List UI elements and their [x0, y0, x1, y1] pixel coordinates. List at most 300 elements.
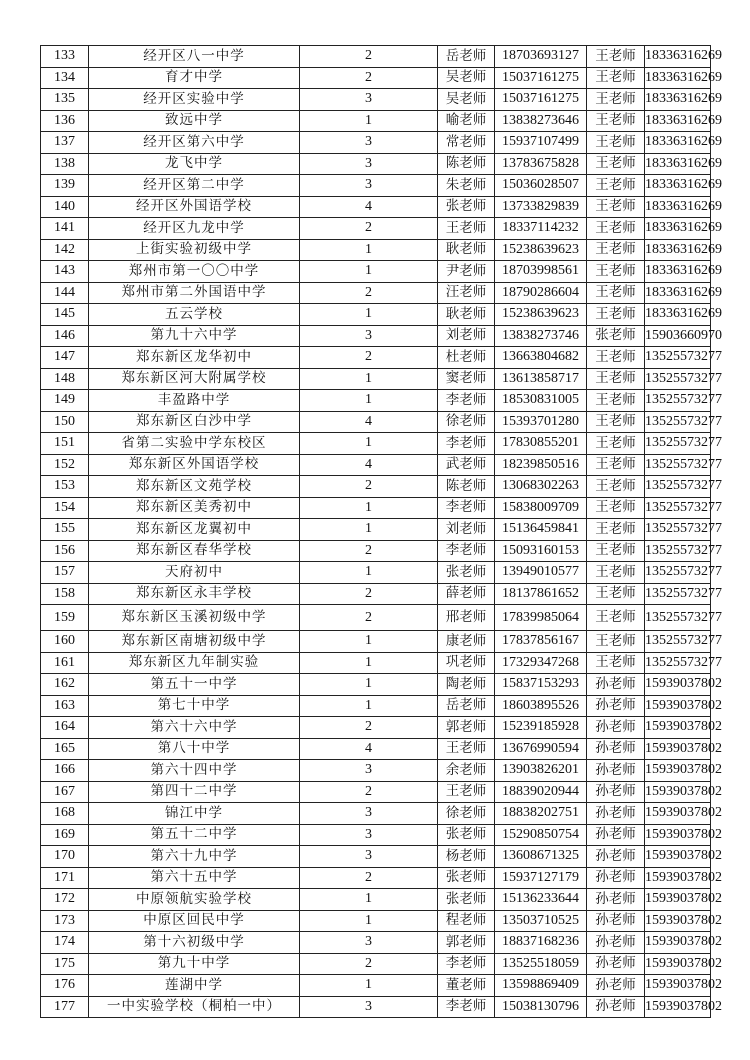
count-value: 3	[300, 996, 438, 1018]
row-number: 134	[41, 67, 89, 89]
contact-phone: 18839020944	[495, 781, 587, 803]
contact-phone: 13663804682	[495, 347, 587, 369]
table-row	[41, 996, 711, 1018]
coordinator-teacher: 孙老师	[587, 738, 645, 760]
contact-phone: 15838009709	[495, 497, 587, 519]
table-row	[41, 261, 711, 283]
contact-phone: 13949010577	[495, 562, 587, 584]
coordinator-phone: 18336316269	[645, 46, 711, 68]
count-value: 3	[300, 760, 438, 782]
count-value: 1	[300, 304, 438, 326]
count-value: 3	[300, 132, 438, 154]
row-number: 143	[41, 261, 89, 283]
school-name: 郑东新区玉溪初级中学	[89, 605, 300, 631]
table-row	[41, 953, 711, 975]
table-row	[41, 325, 711, 347]
row-number: 151	[41, 433, 89, 455]
school-name: 第四十二中学	[89, 781, 300, 803]
coordinator-phone: 15939037802	[645, 803, 711, 825]
coordinator-teacher: 王老师	[587, 433, 645, 455]
table-row	[41, 67, 711, 89]
coordinator-phone: 15939037802	[645, 867, 711, 889]
school-name: 郑东新区春华学校	[89, 540, 300, 562]
row-number: 141	[41, 218, 89, 240]
row-number: 153	[41, 476, 89, 498]
coordinator-phone: 15903660970	[645, 325, 711, 347]
count-value: 1	[300, 497, 438, 519]
school-name: 经开区八一中学	[89, 46, 300, 68]
coordinator-phone: 18336316269	[645, 175, 711, 197]
row-number: 163	[41, 695, 89, 717]
count-value: 2	[300, 605, 438, 631]
count-value: 4	[300, 454, 438, 476]
coordinator-phone: 13525573277	[645, 347, 711, 369]
contact-phone: 15837153293	[495, 674, 587, 696]
contact-phone: 15238639623	[495, 239, 587, 261]
count-value: 3	[300, 325, 438, 347]
coordinator-phone: 15939037802	[645, 695, 711, 717]
coordinator-phone: 15939037802	[645, 932, 711, 954]
contact-teacher: 汪老师	[438, 282, 495, 304]
contact-phone: 13676990594	[495, 738, 587, 760]
contact-teacher: 张老师	[438, 867, 495, 889]
row-number: 159	[41, 605, 89, 631]
school-name: 五云学校	[89, 304, 300, 326]
contact-phone: 13525518059	[495, 953, 587, 975]
school-name: 郑东新区龙华初中	[89, 347, 300, 369]
contact-teacher: 吴老师	[438, 67, 495, 89]
school-name: 第六十九中学	[89, 846, 300, 868]
row-number: 174	[41, 932, 89, 954]
table-row	[41, 583, 711, 605]
contact-teacher: 耿老师	[438, 304, 495, 326]
row-number: 149	[41, 390, 89, 412]
table-row	[41, 433, 711, 455]
coordinator-phone: 15939037802	[645, 760, 711, 782]
table-body	[41, 46, 722, 1018]
count-value: 1	[300, 674, 438, 696]
table-row	[41, 110, 711, 132]
count-value: 1	[300, 975, 438, 997]
row-number: 135	[41, 89, 89, 111]
coordinator-teacher: 王老师	[587, 239, 645, 261]
contact-phone: 15037161275	[495, 67, 587, 89]
row-number: 169	[41, 824, 89, 846]
contact-teacher: 岳老师	[438, 46, 495, 68]
table-row	[41, 760, 711, 782]
contact-teacher: 耿老师	[438, 239, 495, 261]
table-row	[41, 132, 711, 154]
row-number: 176	[41, 975, 89, 997]
coordinator-teacher: 孙老师	[587, 717, 645, 739]
school-name: 郑东新区九年制实验	[89, 652, 300, 674]
row-number: 136	[41, 110, 89, 132]
count-value: 2	[300, 867, 438, 889]
table-row	[41, 652, 711, 674]
school-name: 第六十四中学	[89, 760, 300, 782]
coordinator-phone: 18336316269	[645, 67, 711, 89]
count-value: 2	[300, 46, 438, 68]
school-name: 第五十一中学	[89, 674, 300, 696]
school-name: 锦江中学	[89, 803, 300, 825]
coordinator-phone: 18336316269	[645, 282, 711, 304]
school-name: 莲湖中学	[89, 975, 300, 997]
contact-phone: 15393701280	[495, 411, 587, 433]
row-number: 168	[41, 803, 89, 825]
contact-phone: 15038130796	[495, 996, 587, 1018]
row-number: 170	[41, 846, 89, 868]
contact-phone: 18603895526	[495, 695, 587, 717]
contact-phone: 18239850516	[495, 454, 587, 476]
row-number: 139	[41, 175, 89, 197]
table-row	[41, 717, 711, 739]
school-name: 经开区九龙中学	[89, 218, 300, 240]
contact-phone: 15037161275	[495, 89, 587, 111]
coordinator-teacher: 孙老师	[587, 932, 645, 954]
coordinator-phone: 15939037802	[645, 717, 711, 739]
contact-teacher: 杜老师	[438, 347, 495, 369]
contact-teacher: 张老师	[438, 824, 495, 846]
coordinator-teacher: 王老师	[587, 631, 645, 653]
school-name: 郑东新区美秀初中	[89, 497, 300, 519]
coordinator-phone: 18336316269	[645, 304, 711, 326]
contact-phone: 15239185928	[495, 717, 587, 739]
school-name: 第六十五中学	[89, 867, 300, 889]
school-name: 致远中学	[89, 110, 300, 132]
coordinator-phone: 13525573277	[645, 631, 711, 653]
coordinator-phone: 13525573277	[645, 454, 711, 476]
contact-teacher: 康老师	[438, 631, 495, 653]
coordinator-teacher: 王老师	[587, 89, 645, 111]
coordinator-phone: 13525573277	[645, 433, 711, 455]
school-name: 经开区第六中学	[89, 132, 300, 154]
count-value: 1	[300, 110, 438, 132]
coordinator-phone: 13525573277	[645, 562, 711, 584]
coordinator-teacher: 王老师	[587, 454, 645, 476]
school-name: 郑东新区永丰学校	[89, 583, 300, 605]
contact-teacher: 陈老师	[438, 153, 495, 175]
school-name: 第六十六中学	[89, 717, 300, 739]
school-name: 育才中学	[89, 67, 300, 89]
coordinator-phone: 15939037802	[645, 889, 711, 911]
coordinator-teacher: 孙老师	[587, 695, 645, 717]
count-value: 1	[300, 390, 438, 412]
row-number: 160	[41, 631, 89, 653]
coordinator-phone: 15939037802	[645, 975, 711, 997]
row-number: 171	[41, 867, 89, 889]
count-value: 1	[300, 368, 438, 390]
coordinator-phone: 18336316269	[645, 132, 711, 154]
count-value: 2	[300, 583, 438, 605]
contact-phone: 13838273746	[495, 325, 587, 347]
contact-teacher: 薛老师	[438, 583, 495, 605]
contact-teacher: 张老师	[438, 889, 495, 911]
table-row	[41, 562, 711, 584]
coordinator-teacher: 王老师	[587, 476, 645, 498]
table-row	[41, 476, 711, 498]
count-value: 3	[300, 932, 438, 954]
count-value: 3	[300, 175, 438, 197]
contact-phone: 13613858717	[495, 368, 587, 390]
school-name: 经开区外国语学校	[89, 196, 300, 218]
coordinator-teacher: 王老师	[587, 67, 645, 89]
coordinator-phone: 18336316269	[645, 218, 711, 240]
contact-teacher: 余老师	[438, 760, 495, 782]
contact-teacher: 巩老师	[438, 652, 495, 674]
table-row	[41, 932, 711, 954]
contact-teacher: 常老师	[438, 132, 495, 154]
coordinator-phone: 15939037802	[645, 781, 711, 803]
row-number: 173	[41, 910, 89, 932]
contact-phone: 15238639623	[495, 304, 587, 326]
coordinator-teacher: 王老师	[587, 605, 645, 631]
table-row	[41, 540, 711, 562]
count-value: 1	[300, 910, 438, 932]
row-number: 138	[41, 153, 89, 175]
coordinator-phone: 18336316269	[645, 89, 711, 111]
coordinator-teacher: 王老师	[587, 153, 645, 175]
count-value: 2	[300, 347, 438, 369]
table-row	[41, 846, 711, 868]
row-number: 175	[41, 953, 89, 975]
contact-phone: 18530831005	[495, 390, 587, 412]
row-number: 162	[41, 674, 89, 696]
count-value: 1	[300, 239, 438, 261]
coordinator-teacher: 王老师	[587, 218, 645, 240]
row-number: 165	[41, 738, 89, 760]
count-value: 2	[300, 218, 438, 240]
table-row	[41, 239, 711, 261]
contact-teacher: 李老师	[438, 390, 495, 412]
table-row	[41, 46, 711, 68]
table-row	[41, 695, 711, 717]
school-name: 第九十中学	[89, 953, 300, 975]
contact-phone: 18703998561	[495, 261, 587, 283]
contact-phone: 15136233644	[495, 889, 587, 911]
count-value: 4	[300, 196, 438, 218]
count-value: 1	[300, 631, 438, 653]
table-row	[41, 889, 711, 911]
count-value: 1	[300, 695, 438, 717]
count-value: 3	[300, 803, 438, 825]
contact-teacher: 窦老师	[438, 368, 495, 390]
row-number: 140	[41, 196, 89, 218]
school-name: 第五十二中学	[89, 824, 300, 846]
school-name: 一中实验学校（桐柏一中）	[89, 996, 300, 1018]
row-number: 145	[41, 304, 89, 326]
table-row	[41, 674, 711, 696]
coordinator-teacher: 孙老师	[587, 674, 645, 696]
row-number: 152	[41, 454, 89, 476]
table-row	[41, 282, 711, 304]
coordinator-teacher: 王老师	[587, 304, 645, 326]
contact-phone: 17830855201	[495, 433, 587, 455]
contact-teacher: 陈老师	[438, 476, 495, 498]
coordinator-phone: 18336316269	[645, 261, 711, 283]
coordinator-teacher: 王老师	[587, 261, 645, 283]
contact-phone: 18337114232	[495, 218, 587, 240]
contact-teacher: 王老师	[438, 781, 495, 803]
school-name: 上街实验初级中学	[89, 239, 300, 261]
table-row	[41, 803, 711, 825]
count-value: 4	[300, 738, 438, 760]
table-row	[41, 497, 711, 519]
coordinator-teacher: 王老师	[587, 583, 645, 605]
coordinator-teacher: 王老师	[587, 390, 645, 412]
school-name: 郑东新区外国语学校	[89, 454, 300, 476]
coordinator-phone: 13525573277	[645, 390, 711, 412]
coordinator-phone: 13525573277	[645, 497, 711, 519]
coordinator-phone: 13525573277	[645, 411, 711, 433]
table-row	[41, 910, 711, 932]
school-name: 省第二实验中学东校区	[89, 433, 300, 455]
row-number: 150	[41, 411, 89, 433]
table-row	[41, 454, 711, 476]
contact-teacher: 陶老师	[438, 674, 495, 696]
coordinator-phone: 18336316269	[645, 110, 711, 132]
table-row	[41, 867, 711, 889]
contact-phone: 17329347268	[495, 652, 587, 674]
contact-phone: 18137861652	[495, 583, 587, 605]
school-name: 丰盈路中学	[89, 390, 300, 412]
school-name: 郑东新区文苑学校	[89, 476, 300, 498]
row-number: 144	[41, 282, 89, 304]
coordinator-teacher: 王老师	[587, 540, 645, 562]
school-name: 郑东新区龙翼初中	[89, 519, 300, 541]
school-name: 第七十中学	[89, 695, 300, 717]
school-contact-table	[40, 45, 722, 1018]
table-row	[41, 519, 711, 541]
coordinator-teacher: 孙老师	[587, 953, 645, 975]
coordinator-phone: 18336316269	[645, 153, 711, 175]
contact-teacher: 张老师	[438, 562, 495, 584]
coordinator-teacher: 王老师	[587, 652, 645, 674]
table-row	[41, 631, 711, 653]
count-value: 2	[300, 953, 438, 975]
contact-teacher: 郭老师	[438, 717, 495, 739]
contact-phone: 15036028507	[495, 175, 587, 197]
coordinator-teacher: 孙老师	[587, 975, 645, 997]
school-name: 第十六初级中学	[89, 932, 300, 954]
coordinator-teacher: 孙老师	[587, 910, 645, 932]
coordinator-teacher: 王老师	[587, 347, 645, 369]
row-number: 177	[41, 996, 89, 1018]
count-value: 1	[300, 889, 438, 911]
school-name: 郑东新区白沙中学	[89, 411, 300, 433]
school-name: 经开区第二中学	[89, 175, 300, 197]
row-number: 154	[41, 497, 89, 519]
count-value: 1	[300, 433, 438, 455]
school-name: 郑东新区河大附属学校	[89, 368, 300, 390]
contact-teacher: 朱老师	[438, 175, 495, 197]
coordinator-phone: 15939037802	[645, 953, 711, 975]
coordinator-phone: 18336316269	[645, 239, 711, 261]
contact-teacher: 李老师	[438, 433, 495, 455]
contact-phone: 15937107499	[495, 132, 587, 154]
contact-phone: 17837856167	[495, 631, 587, 653]
coordinator-phone: 13525573277	[645, 476, 711, 498]
coordinator-teacher: 王老师	[587, 196, 645, 218]
coordinator-teacher: 孙老师	[587, 781, 645, 803]
count-value: 2	[300, 781, 438, 803]
row-number: 142	[41, 239, 89, 261]
row-number: 158	[41, 583, 89, 605]
coordinator-teacher: 王老师	[587, 110, 645, 132]
table-row	[41, 824, 711, 846]
coordinator-teacher: 王老师	[587, 282, 645, 304]
coordinator-teacher: 王老师	[587, 497, 645, 519]
row-number: 155	[41, 519, 89, 541]
coordinator-teacher: 孙老师	[587, 760, 645, 782]
contact-teacher: 武老师	[438, 454, 495, 476]
coordinator-phone: 15939037802	[645, 738, 711, 760]
table-row	[41, 218, 711, 240]
contact-teacher: 程老师	[438, 910, 495, 932]
coordinator-phone: 15939037802	[645, 824, 711, 846]
count-value: 3	[300, 89, 438, 111]
coordinator-phone: 15939037802	[645, 996, 711, 1018]
contact-teacher: 杨老师	[438, 846, 495, 868]
school-name: 第九十六中学	[89, 325, 300, 347]
school-name: 天府初中	[89, 562, 300, 584]
table-row	[41, 605, 711, 631]
coordinator-phone: 15939037802	[645, 674, 711, 696]
contact-phone: 13783675828	[495, 153, 587, 175]
coordinator-teacher: 孙老师	[587, 846, 645, 868]
table-row	[41, 347, 711, 369]
school-name: 郑州市第一〇〇中学	[89, 261, 300, 283]
school-name: 郑州市第二外国语中学	[89, 282, 300, 304]
row-number: 147	[41, 347, 89, 369]
contact-teacher: 董老师	[438, 975, 495, 997]
count-value: 3	[300, 153, 438, 175]
contact-teacher: 尹老师	[438, 261, 495, 283]
contact-phone: 15093160153	[495, 540, 587, 562]
contact-teacher: 吴老师	[438, 89, 495, 111]
coordinator-teacher: 王老师	[587, 411, 645, 433]
contact-phone: 13838273646	[495, 110, 587, 132]
count-value: 2	[300, 282, 438, 304]
contact-phone: 18790286604	[495, 282, 587, 304]
contact-teacher: 邢老师	[438, 605, 495, 631]
count-value: 1	[300, 519, 438, 541]
row-number: 166	[41, 760, 89, 782]
contact-teacher: 王老师	[438, 738, 495, 760]
row-number: 156	[41, 540, 89, 562]
contact-phone: 15136459841	[495, 519, 587, 541]
coordinator-phone: 13525573277	[645, 519, 711, 541]
school-name: 郑东新区南塘初级中学	[89, 631, 300, 653]
contact-teacher: 王老师	[438, 218, 495, 240]
coordinator-teacher: 孙老师	[587, 996, 645, 1018]
table-row	[41, 411, 711, 433]
contact-phone: 18703693127	[495, 46, 587, 68]
coordinator-phone: 13525573277	[645, 583, 711, 605]
coordinator-teacher: 王老师	[587, 562, 645, 584]
count-value: 2	[300, 67, 438, 89]
contact-phone: 13608671325	[495, 846, 587, 868]
contact-phone: 13733829839	[495, 196, 587, 218]
table-row	[41, 175, 711, 197]
school-contact-table-page	[40, 45, 722, 1018]
coordinator-teacher: 王老师	[587, 519, 645, 541]
contact-teacher: 岳老师	[438, 695, 495, 717]
coordinator-teacher: 孙老师	[587, 824, 645, 846]
school-name: 经开区实验中学	[89, 89, 300, 111]
table-row	[41, 781, 711, 803]
coordinator-teacher: 王老师	[587, 46, 645, 68]
table-row	[41, 89, 711, 111]
